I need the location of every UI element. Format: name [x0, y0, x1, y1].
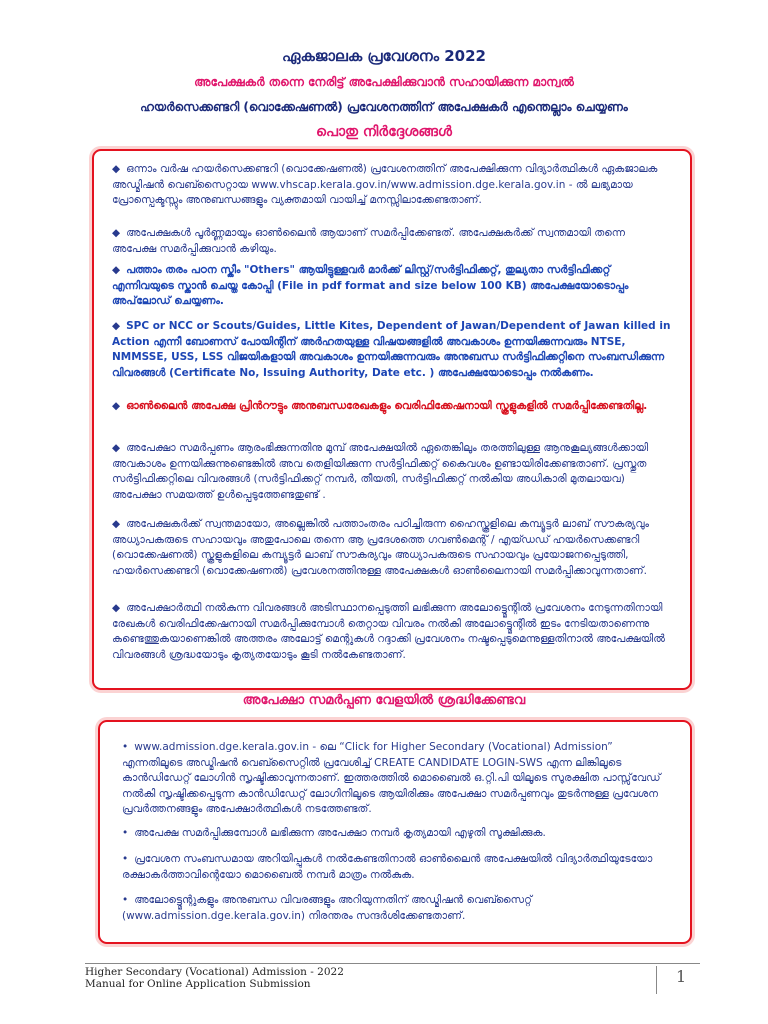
general-instructions-title: പൊതു നിര്‍ദ്ദേശങ്ങള്‍ — [316, 124, 452, 140]
note-item: • പ്രവേശന സംബന്ധമായ അറിയിപ്പുകള്‍ നല്‍കേണ്ടതിനാല്‍ ഓണ്‍ലൈന്‍ അപേക്ഷയില്‍ വിദ്യാര്‍ത്ഥിയുടേയോ രക്ഷാകര്‍ത്താവിന്റെയോ മൊബൈല്‍ നമ്പര്‍ മാത്രം നല്‍കുക. — [122, 853, 653, 881]
footer-line-2: Manual for Online Application Submission — [85, 978, 311, 990]
bullet-dot-icon: • — [122, 894, 129, 906]
bullet-dot-icon: • — [122, 741, 129, 753]
instruction-item: ◆ SPC or NCC or Scouts/Guides, Little Kites, Dependent of Jawan/Dependent of Jawan killed in Action എന്നീ ബോണസ് പോയിന്റിന് അര്‍ഹതയുള്ള വിഷയങ്ങളില്‍ അവകാശം ഉന്നയിക്കുന്നവരും NTSE, NMMSSE, USS, LSS വിജയികളായി അവകാശം ഉന്നയിക്കുന്നവരും അനുബന്ധ സര്‍ട്ടിഫിക്കറ്റിനെ സംബന്ധിക്കുന്ന വിവരങ്ങള്‍ (Certificate No, Issuing Authority, Date etc. ) അപേക്ഷയോടൊപ്പം നല്‍കണം. — [112, 320, 671, 379]
footer-divider — [85, 963, 700, 964]
bullet-diamond-icon: ◆ — [112, 227, 121, 239]
bullet-diamond-icon: ◆ — [112, 602, 121, 614]
page-title: ഏകജാലക പ്രവേശനം 2022 — [282, 47, 486, 65]
bullet-dot-icon: • — [122, 827, 129, 839]
instruction-item: ◆ അപേക്ഷകള്‍ പൂര്‍ണ്ണമായും ഓണ്‍ലൈന്‍ ആയാണ് സമര്‍പ്പിക്കേണ്ടത്. അപേക്ഷകര്‍ക്ക് സ്വന്തമായി തന്നെ അപേക്ഷ സമര്‍പ്പിക്കുവാന്‍ കഴിയും. — [112, 227, 626, 255]
instruction-item: ◆ ഓണ്‍ലൈന്‍ അപേക്ഷ പ്രിന്‍റൗട്ടും അനുബന്ധരേഖകളും വെരിഫിക്കേഷനായി സ്കൂളുകളില്‍ സമര്‍പ്പിക്കേണ്ടതില്ല. — [112, 400, 648, 412]
submission-notes-box — [98, 720, 692, 944]
manual-subtitle: അപേക്ഷകര്‍ തന്നെ നേരിട്ട് അപേക്ഷിക്കുവാന്‍ സഹായിക്കുന്ന മാന്വല്‍ — [194, 75, 574, 89]
bullet-dot-icon: • — [122, 853, 129, 865]
note-item: • അലോട്ട്മെന്റുകളും അനുബന്ധ വിവരങ്ങളും അറിയുന്നതിന് അഡ്മിഷന്‍ വെബ്സൈറ്റ് (www.admission.dge.kerala.gov.in) നിരന്തരം സന്ദര്‍ശിക്കേണ്ടതാണ്. — [122, 894, 532, 922]
submission-notes-title: അപേക്ഷാ സമര്‍പ്പണ വേളയില്‍ ശ്രദ്ധിക്കേണ്ടവ — [242, 693, 526, 708]
bullet-diamond-icon: ◆ — [112, 264, 121, 276]
footer-caption — [85, 966, 344, 990]
instruction-item: ◆ പത്താം തരം പഠന സ്കീം "Others" ആയിട്ടുള്ളവര്‍ മാര്‍ക്ക് ലിസ്റ്റ്/സര്‍ട്ടിഫിക്കറ്റ്, തുല്യതാ സര്‍ട്ടിഫിക്കറ്റ് എന്നിവയുടെ സ്കാന്‍ ചെയ്ത കോപ്പി (File in pdf format and size below 100 KB) അപേക്ഷയോടൊപ്പം അപ്‌ലോഡ് ചെയ്യണം. — [112, 264, 629, 308]
note-item: • www.admission.dge.kerala.gov.in - ലെ “Click for Higher Secondary (Vocational) Admission” എന്നതിലൂടെ അഡ്മിഷന്‍ വെബ്സൈറ്റില്‍ പ്രവേശിച്ച് CREATE CANDIDATE LOGIN-SWS എന്ന ലിങ്കിലൂടെ കാന്‍ഡിഡേറ്റ് ലോഗിന്‍ സൃഷ്ടിക്കാവുന്നതാണ്. ഇത്തരത്തില്‍ മൊബൈല്‍ ഒ.റ്റി.പി യിലൂടെ സുരക്ഷിത പാസ്സ്‌വേഡ് നല്‍കി സൃഷ്ടിക്കപ്പെടുന്ന കാന്‍ഡിഡേറ്റ് ലോഗിനിലൂടെ ആയിരിക്കും അപേക്ഷാ സമര്‍പ്പണവും തുടര്‍ന്നുള്ള പ്രവേശന പ്രവര്‍ത്തനങ്ങളും അപേക്ഷാര്‍ത്ഥികള്‍ നടത്തേണ്ടത്. — [122, 741, 661, 816]
bullet-diamond-icon: ◆ — [112, 442, 121, 454]
section-intro-heading: ഹയര്‍സെക്കണ്ടറി (വൊക്കേഷണല്‍) പ്രവേശനത്തിന് അപേക്ഷകര്‍ എന്തെല്ലാം ചെയ്യണം — [140, 100, 628, 114]
bullet-diamond-icon: ◆ — [112, 163, 121, 175]
footer-separator — [656, 966, 657, 994]
general-instructions-box — [92, 149, 692, 690]
instruction-item: ◆ ഒന്നാം വര്‍ഷ ഹയര്‍സെക്കണ്ടറി (വൊക്കേഷണല്‍) പ്രവേശനത്തിന് അപേക്ഷിക്കുന്ന വിദ്യാര്‍ത്ഥികള്‍ ഏകജാലക അഡ്മിഷന്‍ വെബ്സൈറ്റായ www.vhscap.kerala.gov.in/www.admission.dge.kerala.gov.in - ല്‍ ലഭ്യമായ പ്രോസ്പെക്ടസ്സും അനുബന്ധങ്ങളും വ്യക്തമായി വായിച്ച് മനസ്സിലാക്കേണ്ടതാണ്. — [112, 163, 658, 207]
bullet-diamond-icon: ◆ — [112, 400, 121, 412]
instruction-item: ◆ അപേക്ഷാ സമര്‍പ്പണം ആരംഭിക്കുന്നതിനു മുമ്പ് അപേക്ഷയില്‍ ഏതെങ്കിലും തരത്തിലുള്ള ആനുകൂല്യങ്ങള്‍ക്കായി അവകാശം ഉന്നയിക്കുന്നുണ്ടെങ്കില്‍ അവ തെളിയിക്കുന്ന സര്‍ട്ടിഫിക്കറ്റ് കൈവശം ഉണ്ടായിരിക്കേണ്ടതാണ്. പ്രസ്തുത സര്‍ട്ടിഫിക്കറ്റിലെ വിവരങ്ങള്‍ (സര്‍ട്ടിഫിക്കറ്റ് നമ്പര്‍, തീയതി, സര്‍ട്ടിഫിക്കറ്റ് നല്‍കിയ അധികാരി മുതലായവ) അപേക്ഷാ സമയത്ത് ഉള്‍പ്പെടുത്തേണ്ടതുണ്ട് . — [112, 442, 649, 501]
instruction-item: ◆ അപേക്ഷകര്‍ക്ക് സ്വന്തമായോ, അല്ലെങ്കില്‍ പത്താംതരം പഠിച്ചിരുന്ന ഹൈസ്കൂളിലെ കമ്പ്യൂട്ടര്‍ ലാബ് സൗകര്യവും അധ്യാപകരുടെ സഹായവും അതുപോലെ തന്നെ ആ പ്രദേശത്തെ ഗവണ്‍മെന്റ് / എയ്ഡഡ് ഹയര്‍സെക്കണ്ടറി (വൊക്കേഷണല്‍) സ്കൂളുകളിലെ കമ്പ്യൂട്ടര്‍ ലാബ് സൗകര്യവും അധ്യാപകരുടെ സഹായവും പ്രയോജനപ്പെടുത്തി, ഹയര്‍സെക്കണ്ടറി (വൊക്കേഷണല്‍) പ്രവേശനത്തിനുള്ള അപേക്ഷകള്‍ ഓണ്‍ലൈനായി സമര്‍പ്പിക്കാവുന്നതാണ്. — [112, 518, 650, 577]
bullet-diamond-icon: ◆ — [112, 518, 121, 530]
page-number: 1 — [676, 967, 687, 986]
note-item: • അപേക്ഷ സമര്‍പ്പിക്കുമ്പോള്‍ ലഭിക്കുന്ന അപേക്ഷാ നമ്പര്‍ കൃത്യമായി എഴുതി സൂക്ഷിക്കുക. — [122, 827, 546, 839]
footer-line-1: Higher Secondary (Vocational) Admission - 2022 — [85, 966, 344, 978]
instruction-item: ◆ അപേക്ഷാര്‍ത്ഥി നല്‍കുന്ന വിവരങ്ങള്‍ അടിസ്ഥാനപ്പെടുത്തി ലഭിക്കുന്ന അലോട്ട്മെന്റില്‍ പ്രവേശനം നേടുന്നതിനായി രേഖകള്‍ വെരിഫിക്കേഷനായി സമര്‍പ്പിക്കുമ്പോള്‍ തെറ്റായ വിവരം നല്‍കി അലോട്ട്മെന്റില്‍ ഇടം നേടിയതാണെന്നു കണ്ടെത്തുകയാണെങ്കില്‍ അത്തരം അലോട്ട് മെന്റുകള്‍ റദ്ദാക്കി പ്രവേശനം നഷ്ടപ്പെടുമെന്നുള്ളതിനാല്‍ അപേക്ഷയില്‍ വിവരങ്ങള്‍ ശ്രദ്ധയോടും കൃത്യതയോടും കൂടി നല്‍കേണ്ടതാണ്. — [112, 602, 665, 661]
bullet-diamond-icon: ◆ — [112, 320, 121, 332]
